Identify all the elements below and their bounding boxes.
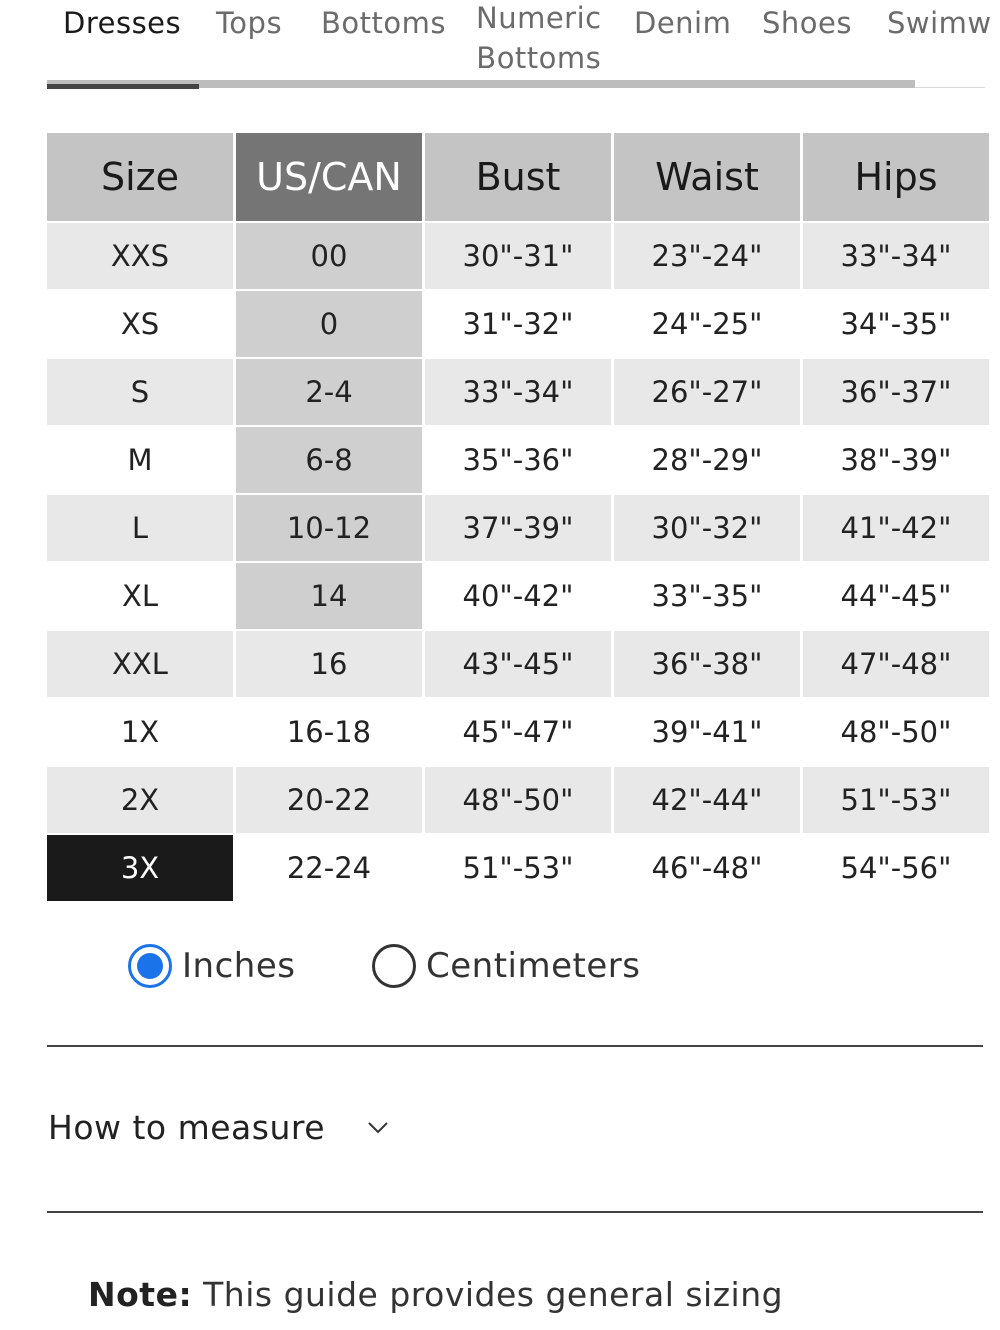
- waist-cell: 36"-38": [614, 631, 800, 697]
- bust-cell: 37"-39": [425, 495, 611, 561]
- table-row: [47, 291, 989, 357]
- bust-cell: 35"-36": [425, 427, 611, 493]
- size-cell[interactable]: 3X: [47, 835, 233, 901]
- us-can-cell: 16: [236, 631, 422, 697]
- divider: [47, 1211, 983, 1213]
- table-row: [47, 767, 989, 833]
- us-can-cell: 16-18: [236, 699, 422, 765]
- tab-bottoms[interactable]: Bottoms: [321, 6, 446, 40]
- hips-cell: 47"-48": [803, 631, 989, 697]
- bust-cell: 31"-32": [425, 291, 611, 357]
- size-cell[interactable]: S: [47, 359, 233, 425]
- radio-inches-circle[interactable]: [128, 944, 172, 988]
- bust-cell: 48"-50": [425, 767, 611, 833]
- tab-shoes[interactable]: Shoes: [762, 6, 852, 40]
- us-can-cell: 22-24: [236, 835, 422, 901]
- us-can-cell: 0: [236, 291, 422, 357]
- waist-cell: 39"-41": [614, 699, 800, 765]
- hips-cell: 34"-35": [803, 291, 989, 357]
- active-tab-indicator: [47, 84, 199, 89]
- bust-cell: 40"-42": [425, 563, 611, 629]
- us-can-cell: 6-8: [236, 427, 422, 493]
- hips-cell: 44"-45": [803, 563, 989, 629]
- header-us-can: US/CAN: [236, 133, 422, 221]
- hips-cell: 54"-56": [803, 835, 989, 901]
- size-cell[interactable]: XS: [47, 291, 233, 357]
- table-row: [47, 563, 989, 629]
- waist-cell: 33"-35": [614, 563, 800, 629]
- us-can-cell: 00: [236, 223, 422, 289]
- us-can-cell: 10-12: [236, 495, 422, 561]
- chevron-down-icon: [367, 1121, 389, 1135]
- tab-dresses[interactable]: Dresses: [63, 6, 182, 40]
- sizing-note: [88, 1275, 783, 1314]
- size-cell[interactable]: 1X: [47, 699, 233, 765]
- tab-numeric-bottoms-line2: Bottoms: [476, 41, 602, 75]
- table-row: [47, 835, 989, 901]
- table-row: [47, 631, 989, 697]
- hips-cell: 36"-37": [803, 359, 989, 425]
- table-row: [47, 495, 989, 561]
- size-cell[interactable]: XXS: [47, 223, 233, 289]
- size-cell[interactable]: XL: [47, 563, 233, 629]
- waist-cell: 26"-27": [614, 359, 800, 425]
- us-can-cell: 20-22: [236, 767, 422, 833]
- waist-cell: 23"-24": [614, 223, 800, 289]
- tab-numeric-bottoms[interactable]: [476, 0, 602, 78]
- radio-inches-label: Inches: [182, 946, 296, 986]
- header-size: Size: [47, 133, 233, 221]
- header-bust: Bust: [425, 133, 611, 221]
- how-to-measure-toggle[interactable]: [48, 1108, 389, 1147]
- tab-tops[interactable]: Tops: [216, 6, 283, 40]
- bust-cell: 30"-31": [425, 223, 611, 289]
- divider: [47, 1045, 983, 1047]
- tab-numeric-bottoms-line1: Numeric: [476, 1, 602, 35]
- size-cell[interactable]: XXL: [47, 631, 233, 697]
- table-row: [47, 359, 989, 425]
- size-cell[interactable]: L: [47, 495, 233, 561]
- size-cell[interactable]: M: [47, 427, 233, 493]
- waist-cell: 42"-44": [614, 767, 800, 833]
- bust-cell: 33"-34": [425, 359, 611, 425]
- hips-cell: 38"-39": [803, 427, 989, 493]
- waist-cell: 46"-48": [614, 835, 800, 901]
- us-can-cell: 2-4: [236, 359, 422, 425]
- waist-cell: 28"-29": [614, 427, 800, 493]
- hips-cell: 48"-50": [803, 699, 989, 765]
- tab-swimwear[interactable]: Swimw: [887, 6, 992, 40]
- waist-cell: 24"-25": [614, 291, 800, 357]
- unit-radio-group: [0, 944, 1000, 1014]
- table-header-row: [47, 133, 989, 221]
- waist-cell: 30"-32": [614, 495, 800, 561]
- hips-cell: 41"-42": [803, 495, 989, 561]
- tab-divider: [915, 87, 985, 88]
- hips-cell: 51"-53": [803, 767, 989, 833]
- bust-cell: 51"-53": [425, 835, 611, 901]
- radio-centimeters-circle[interactable]: [372, 944, 416, 988]
- note-text: This guide provides general sizing: [192, 1275, 784, 1314]
- table-row: [47, 427, 989, 493]
- header-waist: Waist: [614, 133, 800, 221]
- how-to-measure-label: How to measure: [48, 1108, 326, 1147]
- bust-cell: 45"-47": [425, 699, 611, 765]
- tab-denim[interactable]: Denim: [634, 6, 732, 40]
- bust-cell: 43"-45": [425, 631, 611, 697]
- size-chart-table: [44, 131, 992, 903]
- hips-cell: 33"-34": [803, 223, 989, 289]
- size-cell[interactable]: 2X: [47, 767, 233, 833]
- radio-centimeters[interactable]: [372, 944, 640, 988]
- table-row: [47, 699, 989, 765]
- radio-centimeters-label: Centimeters: [426, 946, 641, 986]
- category-tabs: [0, 0, 1000, 100]
- us-can-cell: 14: [236, 563, 422, 629]
- header-hips: Hips: [803, 133, 989, 221]
- note-label: Note:: [88, 1275, 193, 1314]
- radio-inches[interactable]: [128, 944, 295, 988]
- table-row: [47, 223, 989, 289]
